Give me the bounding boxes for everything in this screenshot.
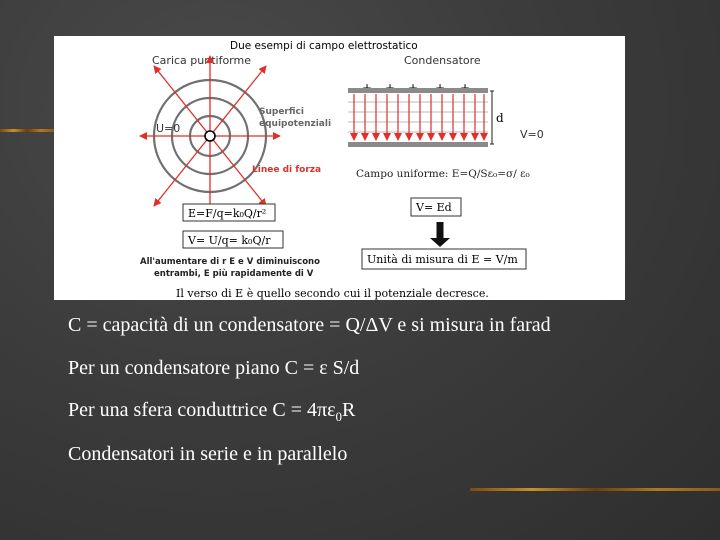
field-line-up-right: [210, 66, 266, 136]
point-charge: [205, 131, 215, 141]
distance-label: d: [496, 111, 504, 125]
positive-plate: [348, 88, 488, 93]
sphere-formula-prefix: Per una sfera conduttrice C = 4πε: [68, 399, 336, 421]
note-line-1: All'aumentare di r E e V diminuiscono: [140, 257, 320, 267]
plate-potential-label: V=0: [520, 128, 544, 141]
decorative-bar-left: [0, 129, 54, 132]
distance-indicator: [490, 91, 494, 144]
capacitor-heading: Condensatore: [404, 54, 481, 67]
down-arrow-icon: [430, 238, 450, 247]
capacity-definition: C = capacità di un condensatore = Q/ΔV e si misura in farad: [68, 314, 551, 336]
surfaces-label-2: equipotenziali: [259, 119, 332, 129]
sphere-formula-subscript: 0: [335, 409, 342, 424]
unit-label: Unità di misura di E = V/m: [367, 253, 518, 266]
capacitor-plates-and-field: [348, 88, 488, 147]
field-line-down-left: [154, 136, 210, 206]
surfaces-label-1: Superfici: [259, 107, 304, 117]
uniform-field-formula: Campo uniforme: E=Q/Sε₀=σ/ ε₀: [356, 168, 530, 180]
formula-v-capacitor: V= Ed: [416, 201, 452, 214]
field-lines-label: Linee di forza: [252, 165, 322, 175]
note-line-2: entrambi, E più rapidamente di V: [154, 269, 314, 279]
figure-svg: [54, 36, 625, 300]
formula-e: E=F/q=k₀Q/r²: [188, 207, 267, 220]
electrostatic-field-figure: [54, 36, 625, 300]
plane-capacitor-formula: Per un condensatore piano C = ε S/d: [68, 357, 360, 379]
sphere-capacitance-formula: [68, 399, 355, 425]
negative-plate: [348, 142, 488, 147]
figure-title: Due esempi di campo elettrostatico: [230, 40, 418, 52]
sphere-formula-suffix: R: [341, 399, 356, 421]
point-potential-label: U=0: [156, 122, 181, 135]
point-charge-heading: Carica puntiforme: [152, 54, 251, 67]
series-parallel-line: Condensatori in serie e in parallelo: [68, 443, 348, 465]
decorative-bar-right: [470, 488, 720, 491]
formula-v-point: V= U/q= k₀Q/r: [188, 234, 271, 247]
figure-caption: Il verso di E è quello secondo cui il potenziale decresce.: [176, 287, 489, 300]
